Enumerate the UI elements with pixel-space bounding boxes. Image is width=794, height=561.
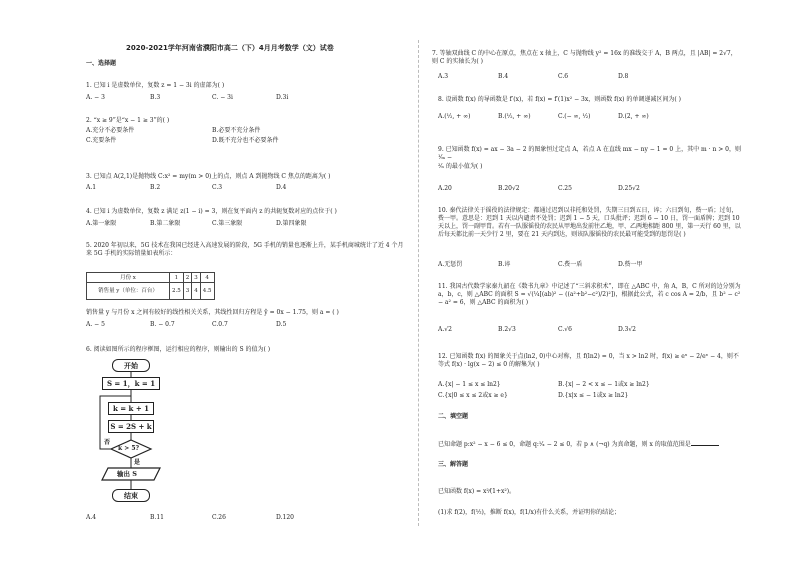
table-cell: 4 — [192, 283, 201, 300]
q3-option-b: B.2 — [150, 184, 161, 191]
q12-option-b: B.{x| − 2 < x ≤ − 1或x ≥ ln2} — [558, 381, 650, 388]
fill-question — [438, 441, 719, 449]
q5-option-c: C.0.7 — [212, 321, 228, 328]
flow-step1: k = k + 1 — [108, 402, 154, 415]
q8-stem: 8. 设函数 f(x) 的导函数是 f′(x)，若 f(x) = f′(1)x² − 3x，则函数 f(x) 的单调递减区间为( ) — [438, 96, 681, 103]
q2-option-b: B.必要不充分条件 — [212, 127, 261, 134]
answer-blank — [691, 445, 719, 446]
table-cell: 3 — [192, 273, 201, 283]
q4-option-c: C.第三象限 — [212, 220, 243, 227]
flow-end: 结束 — [112, 489, 150, 502]
q7-option-a: A.3 — [438, 73, 449, 80]
table-header: 月份 x — [87, 273, 170, 283]
q3-option-c: C.3 — [212, 184, 223, 191]
q1-stem: 1. 已知 i 是虚数单位，复数 z = 1 − 3i 的虚部为( ) — [86, 82, 225, 89]
flow-step2: S = 2S + k — [108, 420, 154, 433]
q5-after: 销售量 y 与月份 x 之间有较好的线性相关关系，其线性回归方程是 ŷ = 0x − 1.75，则 a = ( ) — [86, 309, 339, 316]
fill-stem: 已知命题 p:x² − x − 6 ≤ 0，命题 q:¹⁄ₓ − 2 ≤ 0，若 p ∧ (¬q) 为真命题，则 x 的取值范围是 — [438, 441, 691, 448]
q10-option-a: A.无惩罚 — [438, 261, 463, 268]
q2-option-c: C.充要条件 — [86, 137, 117, 144]
q2-option-a: A.充分不必要条件 — [86, 127, 135, 134]
q7-option-b: B.4 — [498, 73, 509, 80]
q1-option-d: D.3i — [276, 94, 289, 101]
q5-option-d: D.5 — [276, 321, 287, 328]
table-cell: 2 — [183, 273, 192, 283]
q3-option-a: A.1 — [86, 184, 97, 191]
q8-option-a: A.(¹⁄₂, + ∞) — [438, 113, 471, 120]
table-cell: 3 — [183, 283, 192, 300]
q6-option-a: A.4 — [86, 514, 97, 521]
q4-option-d: D.第四象限 — [276, 220, 307, 227]
flow-no: 否 — [104, 439, 111, 446]
q3-stem: 3. 已知点 A(2,1)是抛物线 C:x² = my(m > 0)上的点，则点 A 到抛物线 C 焦点的距离为( ) — [86, 173, 331, 180]
q10-option-d: D.赀一甲 — [618, 261, 643, 268]
q1-option-c: C. − 3i — [212, 94, 233, 101]
flow-yes: 是 — [134, 459, 141, 466]
q4-stem: 4. 已知 i 为虚数单位，复数 z 满足 z(1 − i) = 3，则在复平面内 z 的共轭复数对应的点位于( ) — [86, 208, 337, 215]
table-header: 销售量 y（单位：百台） — [87, 283, 170, 300]
q5-stem: 5. 2020 年初以来，5G 技术在我国已经进入高速发展的阶段，5G 手机的销量也逐渐上升，某手机商城统计了近 4 个月来 5G 手机的实际销量如表所示： — [86, 242, 404, 257]
q11-option-c: C.√6 — [558, 326, 572, 333]
q12-option-c: C.{x|0 ≤ x ≤ 2或x ≥ e} — [438, 392, 508, 399]
q6-option-c: C.26 — [212, 514, 226, 521]
q2-option-d: D.既不充分也不必要条件 — [212, 137, 279, 144]
q9-option-a: A.20 — [438, 185, 452, 192]
sales-table — [86, 272, 215, 300]
flowchart — [86, 356, 206, 512]
q10-stem: 10. 秦代法律关于徭役的法律规定：都通过迟到以非托和处罚，失期三日到五日，谇；六日到旬，赀一盾；过旬，赀一甲。意思是：迟到 1 天以内谴责不处罚；迟到 1 − 5 天，口头批评；迟到 6 − 10 日，罚一面盾牌；迟到 10 天以上，罚一副甲胄。若有一队服徭役的农民从甲地出发前往乙地，甲、乙两地相距 800 里，第一天行 60 里，以后每天都比前一天少行 2 里，要在 21 天内到达，则该队服徭役的农民最可能受到的惩罚是( ) — [438, 207, 741, 238]
q2-stem: 2. “x ≥ 9”是“x − 1 ≥ 3”的( ) — [86, 117, 170, 124]
q6-option-d: D.120 — [276, 514, 294, 521]
table-cell: 2.5 — [170, 283, 184, 300]
q1-option-b: B.3 — [150, 94, 161, 101]
q9-option-b: B.20√2 — [498, 185, 520, 192]
flow-cond: k > 5? — [118, 445, 140, 452]
section-answer: 三、解答题 — [438, 461, 469, 468]
table-row — [87, 273, 215, 283]
section-fill: 二、填空题 — [438, 413, 469, 420]
q11-option-d: D.3√2 — [618, 326, 636, 333]
q11-stem: 11. 我国古代数学家秦九韶在《数书九章》中记述了“三斜求积术”，即在 △ABC 中，角 A，B，C 所对的边分别为 a，b，c，则 △ABC 的面积 S = √(¼[(ab)² − ((a²+b²−c²)/2)²])，根据此公式，若 c cos A = 2/b，且 b² − c² − a² = 6，则 △ABC 的面积为( ) — [438, 283, 741, 306]
table-cell: 4 — [200, 273, 214, 283]
q7-option-c: C.6 — [558, 73, 569, 80]
q6-stem: 6. 阅读如图所示的程序框图，运行相应的程序，则输出的 S 的值为( ) — [86, 346, 271, 353]
q9-option-d: D.25√2 — [618, 185, 640, 192]
q7-option-d: D.8 — [618, 73, 629, 80]
column-divider — [418, 40, 419, 526]
q10-option-c: C.赀一盾 — [558, 261, 583, 268]
q12-option-d: D.{x|x ≤ − 1或x ≥ ln2} — [558, 392, 629, 399]
flow-init: S = 1，k = 1 — [102, 377, 160, 390]
q6-option-b: B.11 — [150, 514, 164, 521]
q1-option-a: A. − 3 — [86, 94, 105, 101]
q9-stem-cont: ²⁄ₙ 的最小值为( ) — [438, 163, 483, 170]
q11-option-b: B.2√3 — [498, 326, 516, 333]
q12-stem: 12. 已知函数 f(x) 的图象关于点(ln2, 0)中心对称，且 f(ln2) = 0，当 x > ln2 时，f(x) ≥ eˣ − 2/eˣ − 4，则不等式 f(x) · lg(x − 2) ≤ 0 的解集为( ) — [438, 353, 739, 368]
q8-option-d: D.(2, + ∞) — [618, 113, 649, 120]
q8-option-b: B.(¹⁄₂, + ∞) — [498, 113, 531, 120]
table-cell: 4.5 — [200, 283, 214, 300]
flow-start: 开始 — [112, 359, 150, 372]
flow-output: 输出 S — [117, 470, 137, 478]
q8-option-c: C.(− ∞, ¹⁄₂) — [558, 113, 591, 120]
table-row — [87, 283, 215, 300]
q11-option-a: A.√2 — [438, 326, 452, 333]
answer-line1: 已知函数 f(x) = x²⁄(1+x²)。 — [438, 488, 516, 495]
q7-stem: 7. 等轴双曲线 C 的中心在原点，焦点在 x 轴上，C 与抛物线 y² = 16x 的准线交于 A，B 两点，且 |AB| = 2√7，则 C 的实轴长为( ) — [432, 50, 737, 65]
answer-line2: (1)求 f(2)，f(½)，推断 f(x)，f(1/x)有什么关系，并证明你的结论； — [438, 509, 621, 516]
q9-option-c: C.25 — [558, 185, 572, 192]
q9-stem: 9. 已知函数 f(x) = ax − 3a − 2 的图象恒过定点 A，若点 A 在直线 mx − ny − 1 = 0 上，其中 m · n > 0，则 ¹⁄ₘ − — [438, 146, 741, 161]
q12-option-a: A.{x| − 1 ≤ x ≤ ln2} — [438, 381, 501, 388]
section-choice: 一、选择题 — [86, 60, 117, 67]
q10-option-b: B.谇 — [498, 261, 511, 268]
q5-option-b: B. − 0.7 — [150, 321, 175, 328]
table-cell: 1 — [170, 273, 184, 283]
q3-option-d: D.4 — [276, 184, 287, 191]
q4-option-a: A.第一象限 — [86, 220, 117, 227]
q5-option-a: A. − 5 — [86, 321, 105, 328]
q4-option-b: B.第二象限 — [150, 220, 181, 227]
page-title: 2020-2021学年河南省濮阳市高二（下）4月月考数学（文）试卷 — [126, 44, 334, 52]
